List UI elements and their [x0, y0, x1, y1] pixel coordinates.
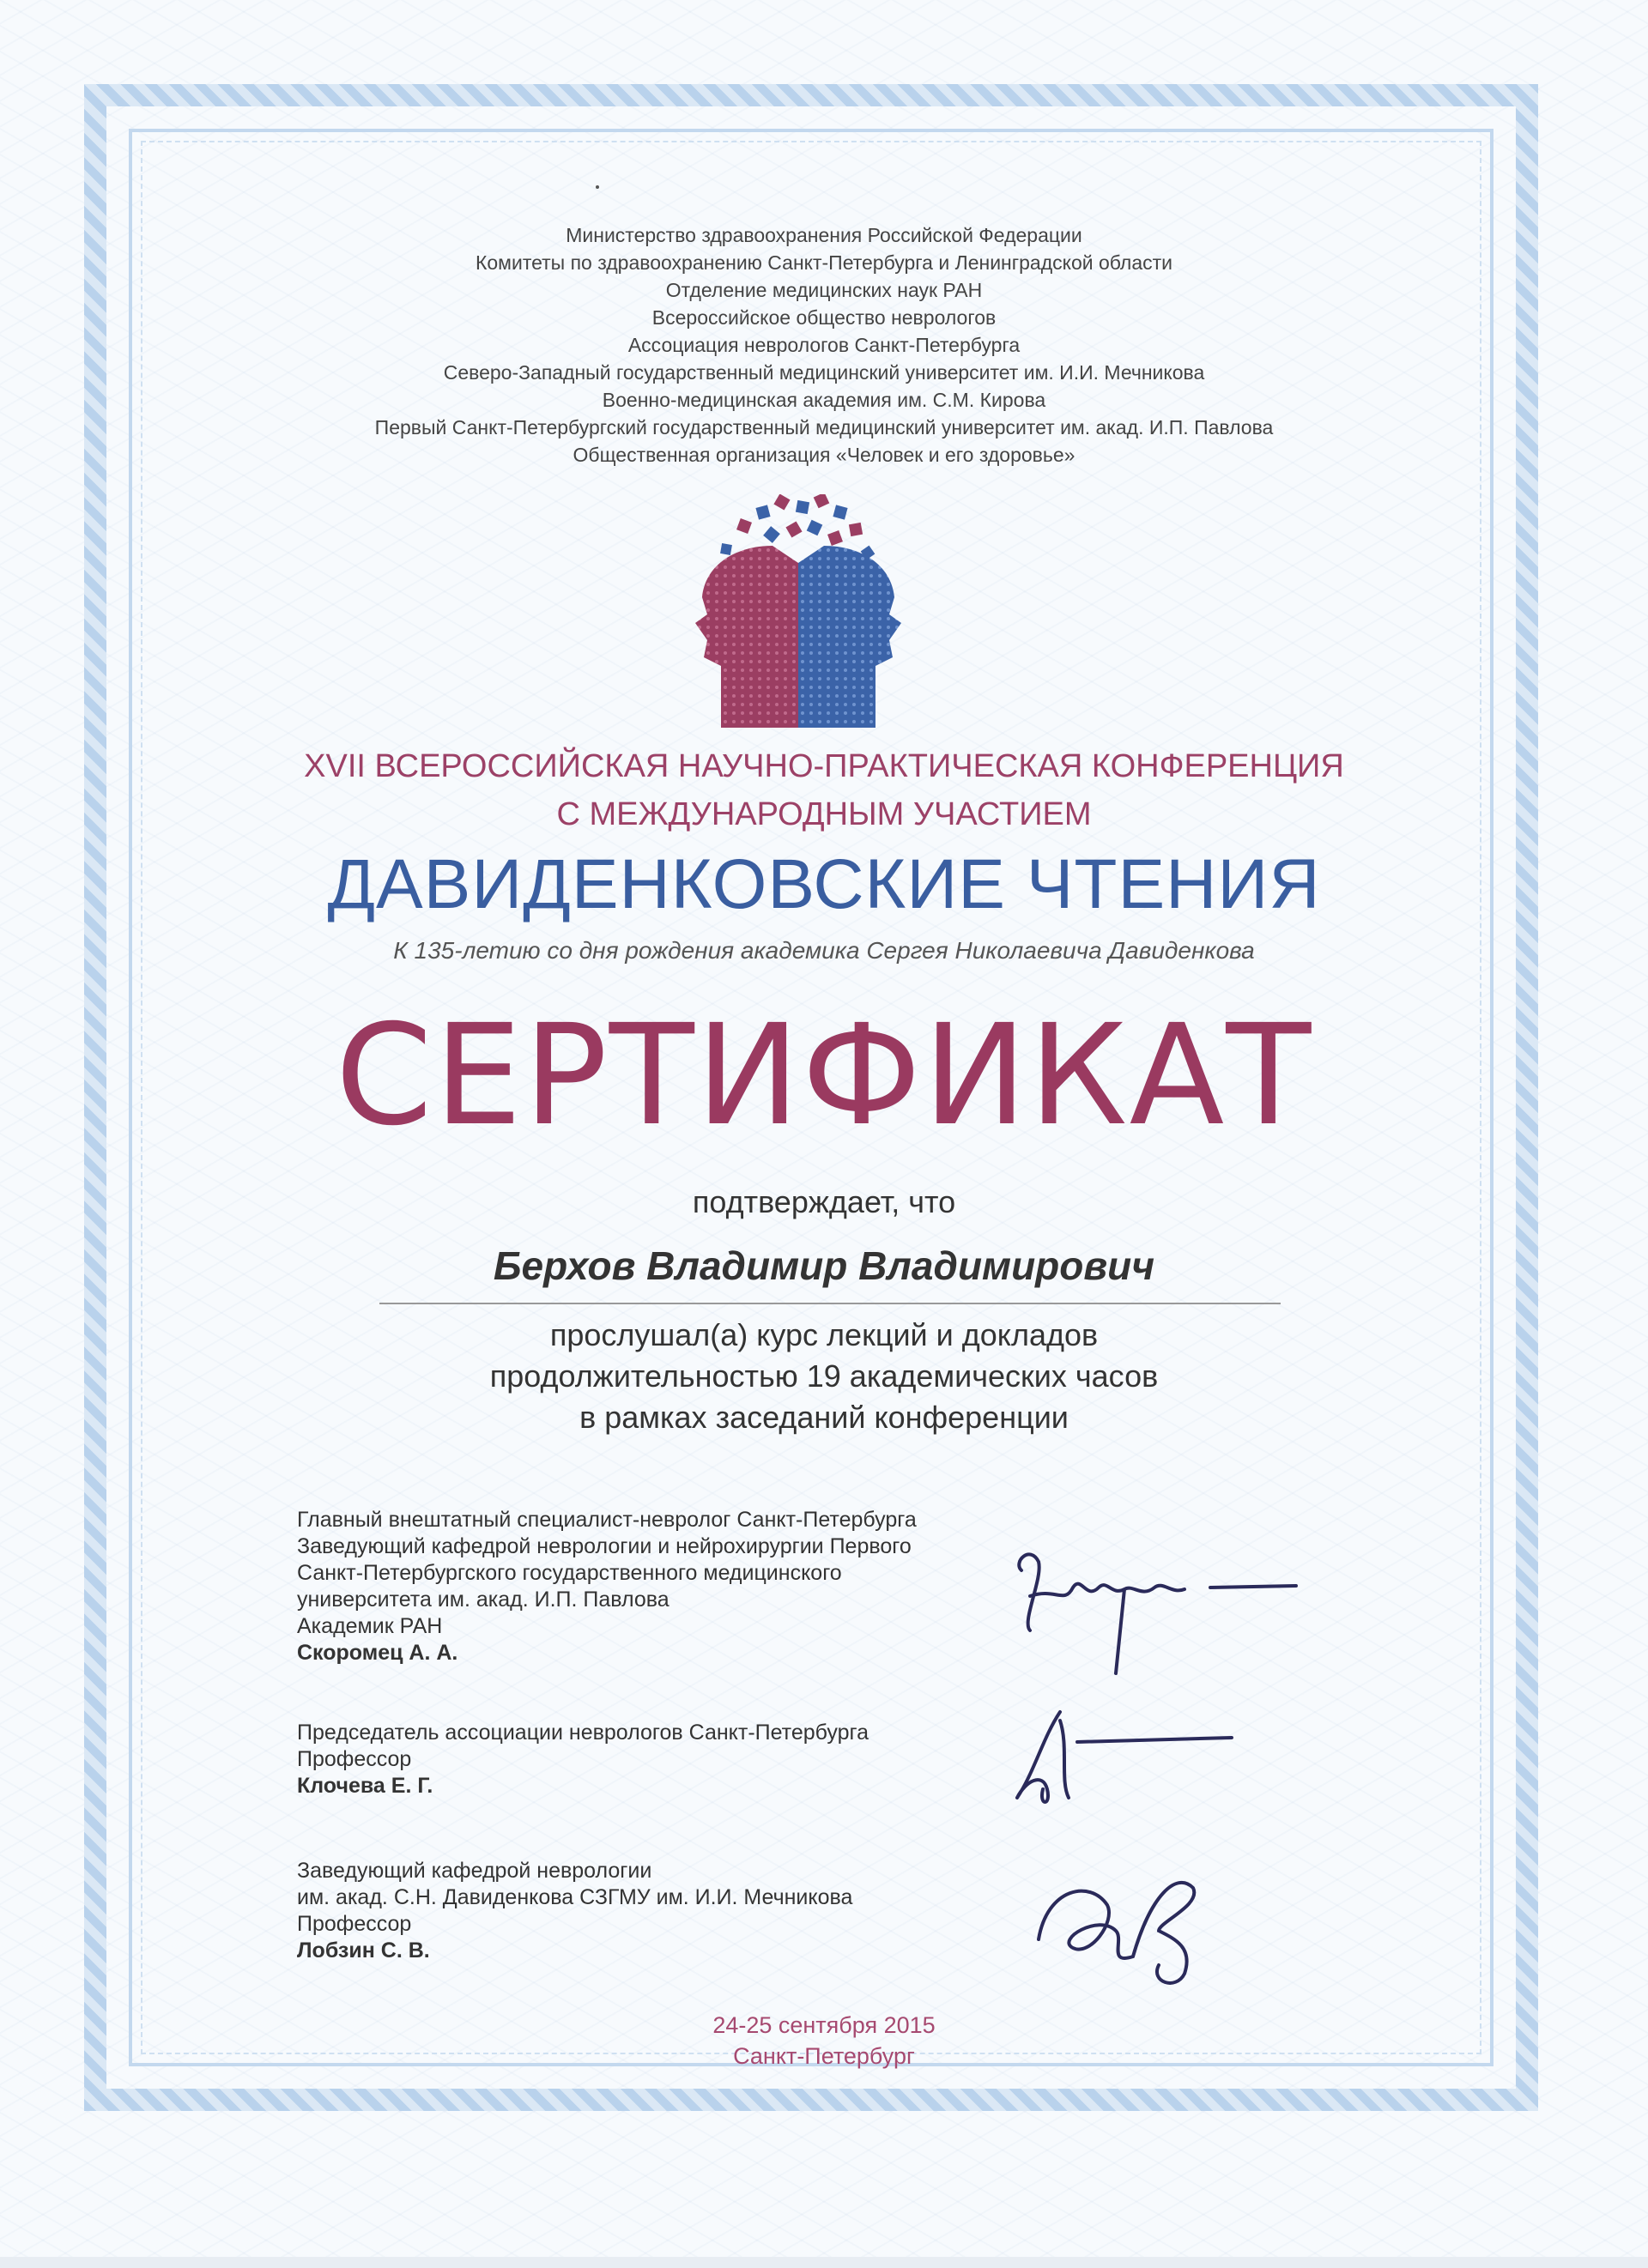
name-underline: [379, 1303, 1281, 1304]
signatory-title-line: Председатель ассоциации неврологов Санкт-Петербурга: [297, 1721, 869, 1745]
two-heads-puzzle-logo-icon: [687, 494, 910, 728]
certificate-title: СЕРТИФИКАТ: [335, 995, 1313, 1157]
event-name: ДАВИДЕНКОВСКИЕ ЧТЕНИЯ: [327, 845, 1321, 923]
conference-title-line1: XVII ВСЕРОССИЙСКАЯ НАУЧНО-ПРАКТИЧЕСКАЯ КОНФЕРЕНЦИЯ: [304, 748, 1344, 784]
event-city: Санкт-Петербург: [733, 2043, 915, 2069]
course-line: в рамках заседаний конференции: [579, 1400, 1069, 1435]
signature-2: [1009, 1703, 1249, 1815]
signatory-block-1: [297, 1507, 917, 1666]
signatory-title-line: Академик РАН: [297, 1614, 443, 1638]
signatory-name: Клочева Е. Г.: [297, 1774, 433, 1798]
recipient-name: Берхов Владимир Владимирович: [493, 1243, 1155, 1288]
organizer-line: Ассоциация неврологов Санкт-Петербурга: [627, 334, 1021, 356]
organizers-list: [172, 221, 1476, 469]
organizer-line: Всероссийское общество неврологов: [651, 306, 997, 329]
signatory-title-line: Заведующий кафедрой неврологии: [297, 1859, 652, 1883]
signature-3: [1021, 1862, 1227, 1991]
organizer-line: Общественная организация «Человек и его здоровье»: [573, 444, 1075, 466]
organizer-line: Первый Санкт-Петербургский государственный медицинский университет им. акад. И.П. Павлова: [374, 416, 1274, 438]
speck: [596, 185, 599, 189]
signatory-title-line: университета им. акад. И.П. Павлова: [297, 1588, 670, 1612]
signatory-title-line: Профессор: [297, 1747, 412, 1771]
event-date-place: [172, 2010, 1476, 2071]
signatory-title-line: им. акад. С.Н. Давиденкова СЗГМУ им. И.И. Мечникова: [297, 1885, 853, 1909]
organizer-line: Северо-Западный государственный медицинский университет им. И.И. Мечникова: [443, 361, 1205, 384]
organizer-line: Комитеты по здравоохранению Санкт-Петербурга и Ленинградской области: [475, 251, 1173, 274]
organizer-line: Отделение медицинских наук РАН: [665, 279, 983, 301]
signatory-name: Лобзин С. В.: [297, 1938, 430, 1963]
signatory-title-line: Санкт-Петербургского государственного медицинского: [297, 1561, 842, 1585]
signature-1: [1004, 1527, 1313, 1682]
signatory-block-2: [297, 1720, 869, 1799]
course-line: продолжительностью 19 академических часов: [489, 1358, 1159, 1394]
signatory-block-3: [297, 1858, 852, 1964]
organizer-line: Министерство здравоохранения Российской Федерации: [566, 224, 1082, 246]
confirms-text: подтверждает, что: [692, 1184, 956, 1219]
course-line: прослушал(а) курс лекций и докладов: [549, 1317, 1099, 1352]
conference-title-line2: С МЕЖДУНАРОДНЫМ УЧАСТИЕМ: [556, 796, 1092, 832]
course-description: [172, 1315, 1476, 1438]
signatory-name: Скоромец А. А.: [297, 1641, 458, 1665]
signatory-title-line: Профессор: [297, 1912, 412, 1936]
signatory-title-line: Заведующий кафедрой неврологии и нейрохирургии Первого: [297, 1534, 912, 1558]
event-subtitle: К 135-летию со дня рождения академика Сергея Николаевича Давиденкова: [393, 937, 1255, 964]
scan-edge: [0, 2257, 1648, 2268]
signatory-title-line: Главный внештатный специалист-невролог Санкт-Петербурга: [297, 1508, 917, 1532]
event-date: 24-25 сентября 2015: [712, 2012, 936, 2038]
organizer-line: Военно-медицинская академия им. С.М. Кирова: [602, 389, 1046, 411]
